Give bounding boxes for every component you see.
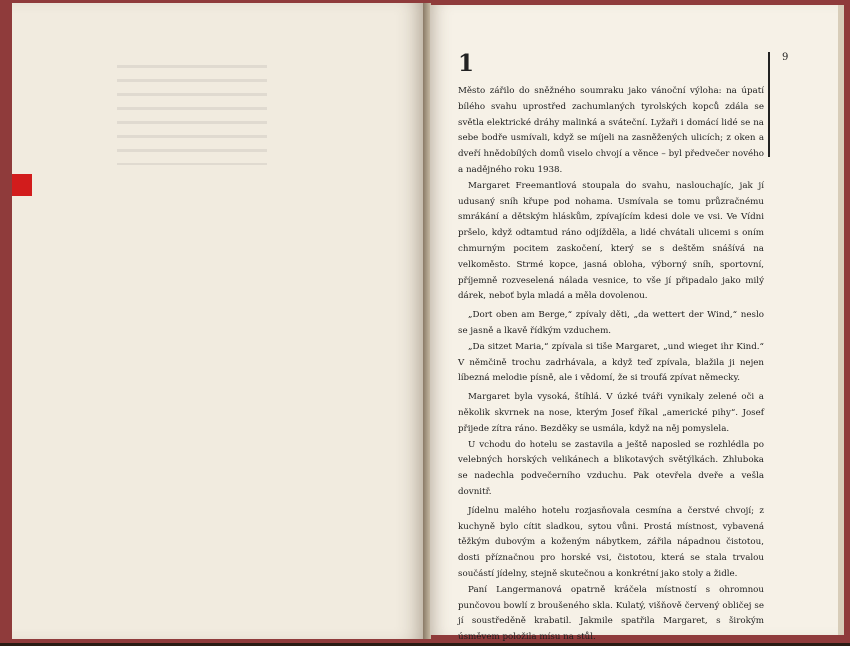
show-through-text: [117, 65, 267, 165]
paragraph: Margaret byla vysoká, štíhlá. V úzké tváři vynikaly zelené oči a několik skvrnek na nose, kterým Josef říkal „americké pihy“. Josef přijede zítra ráno. Bezděky se usmála, když na něj pomyslela.: [458, 392, 764, 434]
chapter-number: 1: [458, 50, 475, 77]
page-edges: [838, 5, 844, 635]
paragraph: „Dort oben am Berge,“ zpívaly děti, „da wettert der Wind,“ neslo se jasně a lkavě řídkým vzduchem.: [458, 310, 764, 336]
paragraph: „Da sitzet Maria,“ zpívala si tiše Margaret, „und wieget ihr Kind.“ V němčině trochu zadrhávala, a když teď zpívala, blažila ji nejen líbezná melodie písně, ale i vědomí, že si troufá zpívat německy.: [458, 341, 764, 384]
paragraph: U vchodu do hotelu se zastavila a ještě naposled se rozhlédla po velebných horských velikánech a blikotavých světýlkách. Zhluboka se nadechla podvečerního vzduchu. Pak otevřela dveře a vešla dovnitř.: [458, 439, 764, 497]
paragraph: Město zářilo do sněžného soumraku jako vánoční výloha: na úpatí bílého svahu uprostřed zachumlaných tyrolských kopců zdála se světla elektrické dráhy malinká a sváteční. Lyžaři i domácí lidé se na sebe bodře usmívali, když se míjeli na zasněžených ulicích; z oken a dveří hnědobílých domů viselo chvojí a věnce – byl předvečer nového a nadějného roku 1938.: [458, 86, 764, 175]
left-page-blank: [12, 3, 424, 639]
paragraph: Paní Langermanová opatrně kráčela místností s ohromnou punčovou bowlí z broušeného skla. Kulatý, višňově červený obličej se jí soustředěně krabatil. Jakmile spatřila Margaret, s širokým úsměvem položila mísu na stůl.: [458, 584, 764, 643]
paragraph: Jídelnu malého hotelu rozjasňovala cesmína a čerstvé chvojí; z kuchyně bylo cítit sladkou, sytou vůni. Prostá místnost, vybavená těžkým dubovým a koženým nábytkem, zářila nápadnou čistotou, dosti příznačnou pro horské vsi, čistotou, která se stala trvalou součástí jídelny, stejně skutečnou a konkrétní jako stoly a židle.: [458, 505, 764, 579]
margin-rule: [768, 52, 770, 157]
page-number: 9: [782, 52, 789, 63]
bookmark-ribbon: [12, 174, 32, 196]
body-text: [458, 84, 764, 646]
paragraph: Margaret Freemantlová stoupala do svahu, naslouchajíc, jak jí udusaný sníh křupe pod nohama. Usmívala se tomu průzračnému smrákání a dětským hláskům, zpívajícím kdesi dole ve vsi. Ve Vídni pršelo, když odtamtud ráno odjížděla, a lidé chvátali ulicemi s oním chmurným pocitem zaskočení, který se s deštěm snášívá na velkoměsto. Strmé kopce, jasná obloha, výborný sníh, sportovní, příjemně rozveselená nálada vesnice, to vše jí připadalo jako milý dárek, neboť byla mladá a měla dovolenou.: [458, 180, 764, 302]
